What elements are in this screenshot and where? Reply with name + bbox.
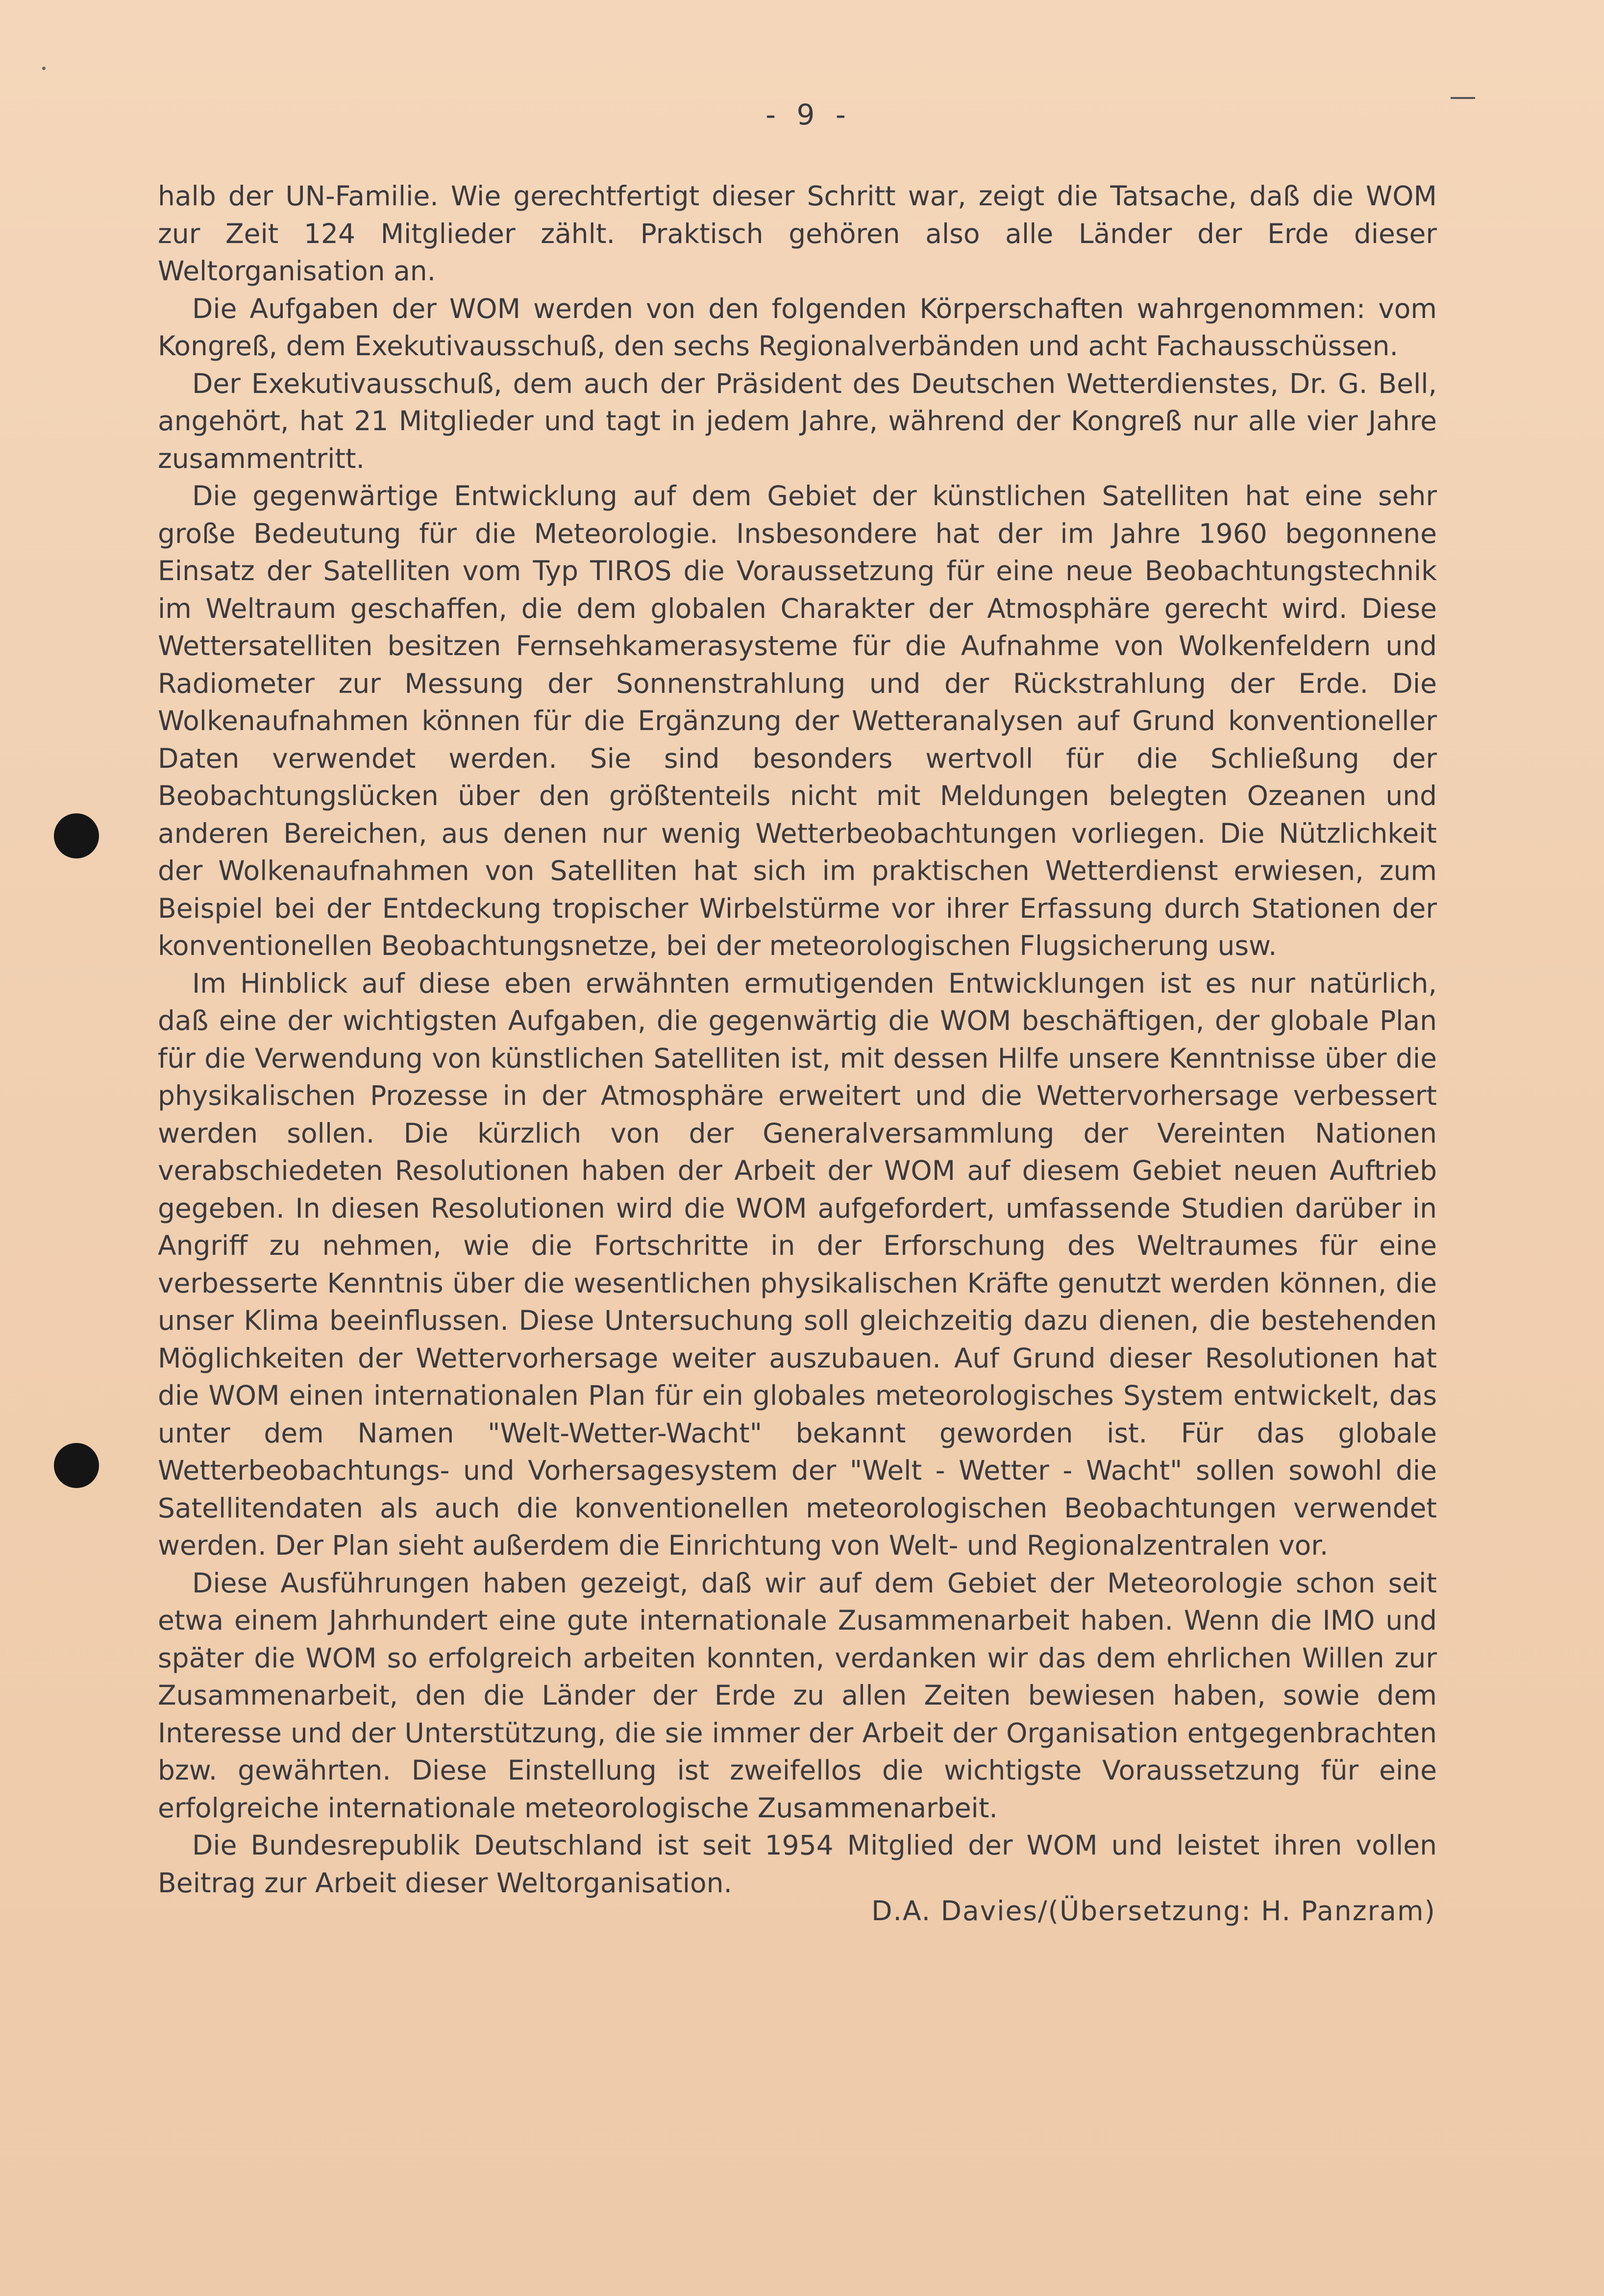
body-text [158, 177, 1437, 1902]
paper-speck [42, 67, 46, 70]
page-number: - 9 - [765, 98, 852, 131]
punch-hole-lower [54, 1443, 99, 1488]
paragraph-satellites: Die gegenwärtige Entwicklung auf dem Gebiet der künstlichen Satelliten hat eine sehr große Bedeutung für die Meteorologie. Insbesondere hat der im Jahre 1960 begonnene Einsatz der Satelliten vom Typ TIROS die Voraussetzung für eine neue Beobachtungstechnik im Weltraum geschaffen, die dem globalen Charakter der Atmosphäre gerecht wird. Diese Wettersatelliten besitzen Fernsehkamerasysteme für die Aufnahme von Wolkenfeldern und Radiometer zur Messung der Sonnenstrahlung und der Rückstrahlung der Erde. Die Wolkenaufnahmen können für die Ergänzung der Wetteranalysen auf Grund konventioneller Daten verwendet werden. Sie sind besonders wertvoll für die Schließung der Beobachtungslücken über den größtenteils nicht mit Meldungen belegten Ozeanen und anderen Bereichen, aus denen nur wenig Wetterbeobachtungen vorliegen. Die Nützlichkeit der Wolkenaufnahmen von Satelliten hat sich im praktischen Wetterdienst erwiesen, zum Beispiel bei der Entdeckung tropischer Wirbelstürme vor ihrer Erfassung durch Stationen der konventionellen Beobachtungsnetze, bei der meteorologischen Flugsicherung usw. [158, 480, 1437, 961]
author-signature: D.A. Davies/(Übersetzung: H. Panzram) [871, 1895, 1436, 1927]
paragraph-germany-membership: Die Bundesrepublik Deutschland ist seit 1954 Mitglied der WOM und leistet ihren vollen Beitrag zur Arbeit dieser Weltorganisation. [158, 1830, 1437, 1899]
punch-hole-upper [54, 813, 99, 858]
paragraph-cooperation: Diese Ausführungen haben gezeigt, daß wir auf dem Gebiet der Meteorologie schon seit etwa einem Jahrhundert eine gute internationale Zusammenarbeit haben. Wenn die IMO und später die WOM so erfolgreich arbeiten konnten, verdanken wir das dem ehrlichen Willen zur Zusammenarbeit, den die Länder der Erde zu allen Zeiten bewiesen haben, sowie dem Interesse und der Unterstützung, die sie immer der Arbeit der Organisation entgegenbrachten bzw. gewährten. Diese Einstellung ist zweifellos die wichtigste Voraussetzung für eine erfolgreiche internationale meteorologische Zusammenarbeit. [158, 1567, 1437, 1824]
edge-mark [1451, 97, 1475, 99]
paragraph-continuation: halb der UN-Familie. Wie gerechtfertigt dieser Schritt war, zeigt die Tatsache, daß die WOM zur Zeit 124 Mitglieder zählt. Praktisch gehören also alle Länder der Erde dieser Weltorganisation an. [158, 180, 1437, 287]
paragraph-wom-bodies: Die Aufgaben der WOM werden von den folgenden Körperschaften wahrgenommen: vom Kongreß, dem Exekutivausschuß, den sechs Regionalverbänden und acht Fachausschüssen. [158, 293, 1437, 362]
paragraph-executive-committee: Der Exekutivausschuß, dem auch der Präsident des Deutschen Wetterdienstes, Dr. G. Bell, angehört, hat 21 Mitglieder und tagt in jedem Jahre, während der Kongreß nur alle vier Jahre zusammentritt. [158, 367, 1437, 474]
paragraph-global-plan: Im Hinblick auf diese eben erwähnten ermutigenden Entwicklungen ist es nur natürlich, daß eine der wichtigsten Aufgaben, die gegenwärtig die WOM beschäftigen, der globale Plan für die Verwendung von künstlichen Satelliten ist, mit dessen Hilfe unsere Kenntnisse über die physikalischen Prozesse in der Atmosphäre erweitert und die Wettervorhersage verbessert werden sollen. Die kürzlich von der Generalversammlung der Vereinten Nationen verabschiedeten Resolutionen haben der Arbeit der WOM auf diesem Gebiet neuen Auftrieb gegeben. In diesen Resolutionen wird die WOM aufgefordert, umfassende Studien darüber in Angriff zu nehmen, wie die Fortschritte in der Erforschung des Weltraumes für eine verbesserte Kenntnis über die wesentlichen physikalischen Kräfte genutzt werden können, die unser Klima beeinflussen. Diese Untersuchung soll gleichzeitig dazu dienen, die bestehenden Möglichkeiten der Wettervorhersage weiter auszubauen. Auf Grund dieser Resolutionen hat die WOM einen internationalen Plan für ein globales meteorologisches System entwickelt, das unter dem Namen "Welt-Wetter-Wacht" bekannt geworden ist. Für das globale Wetterbeobachtungs- und Vorhersagesystem der "Welt - Wetter - Wacht" sollen sowohl die Satellitendaten als auch die konventionellen meteorologischen Beobachtungen verwendet werden. Der Plan sieht außerdem die Einrichtung von Welt- und Regionalzentralen vor. [158, 967, 1437, 1561]
